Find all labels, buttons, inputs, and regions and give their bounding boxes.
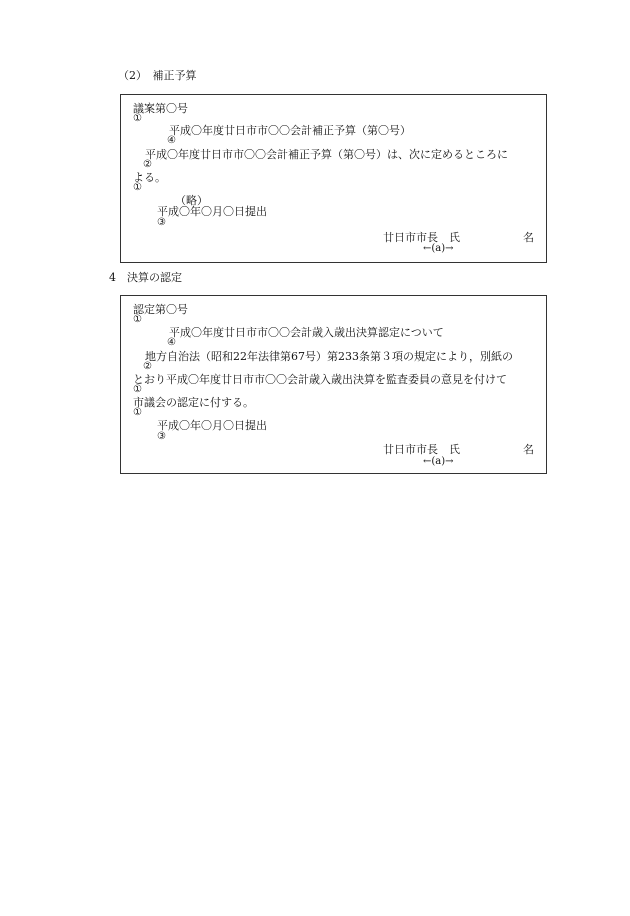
spacing-indicator: ←(a)→	[423, 243, 454, 254]
indent-mark-2: ②	[143, 159, 152, 170]
indent-mark-2: ②	[143, 361, 152, 372]
section-4-heading: 4 決算の認定	[109, 271, 182, 284]
indent-mark-1c: ①	[133, 407, 142, 418]
mayor-name-suffix: 名	[523, 443, 534, 456]
approval-number: 認定第〇号	[133, 303, 188, 316]
mayor-signature: 廿日市市長 氏	[383, 231, 460, 244]
proposal-title: 平成〇年度廿日市市〇〇会計補正予算（第〇号）	[169, 124, 411, 137]
mayor-signature: 廿日市市長 氏	[383, 443, 460, 456]
approval-title: 平成〇年度廿日市市〇〇会計歳入歳出決算認定について	[169, 326, 444, 339]
indent-mark-4: ④	[167, 135, 176, 146]
submission-date: 平成〇年〇月〇日提出	[157, 419, 267, 432]
indent-mark-3: ③	[157, 431, 166, 442]
indent-mark-1: ①	[133, 113, 142, 124]
budget-proposal-box	[120, 94, 547, 263]
settlement-approval-box	[120, 295, 547, 474]
indent-mark-1b: ①	[133, 384, 142, 395]
indent-mark-1b: ①	[133, 182, 142, 193]
proposal-body-line-1: 平成〇年度廿日市市〇〇会計補正予算（第〇号）は、次に定めるところに	[145, 148, 508, 161]
indent-mark-3: ③	[157, 217, 166, 228]
spacing-indicator: ←(a)→	[423, 456, 454, 467]
mayor-name-suffix: 名	[523, 231, 534, 244]
indent-mark-1: ①	[133, 314, 142, 325]
omitted-note: （略）	[175, 194, 208, 207]
proposal-number: 議案第〇号	[133, 102, 188, 115]
approval-body-line-3: 市議会の認定に付する。	[133, 396, 254, 409]
submission-date: 平成〇年〇月〇日提出	[157, 205, 267, 218]
approval-body-line-1: 地方自治法（昭和22年法律第67号）第233条第３項の規定により，別紙の	[145, 350, 513, 363]
indent-mark-4: ④	[167, 337, 176, 348]
section-2-heading: （2） 補正予算	[118, 69, 197, 82]
proposal-body-line-2: よる。	[133, 171, 166, 184]
approval-body-line-2: とおり平成〇年度廿日市市〇〇会計歳入歳出決算を監査委員の意見を付けて	[133, 373, 507, 386]
